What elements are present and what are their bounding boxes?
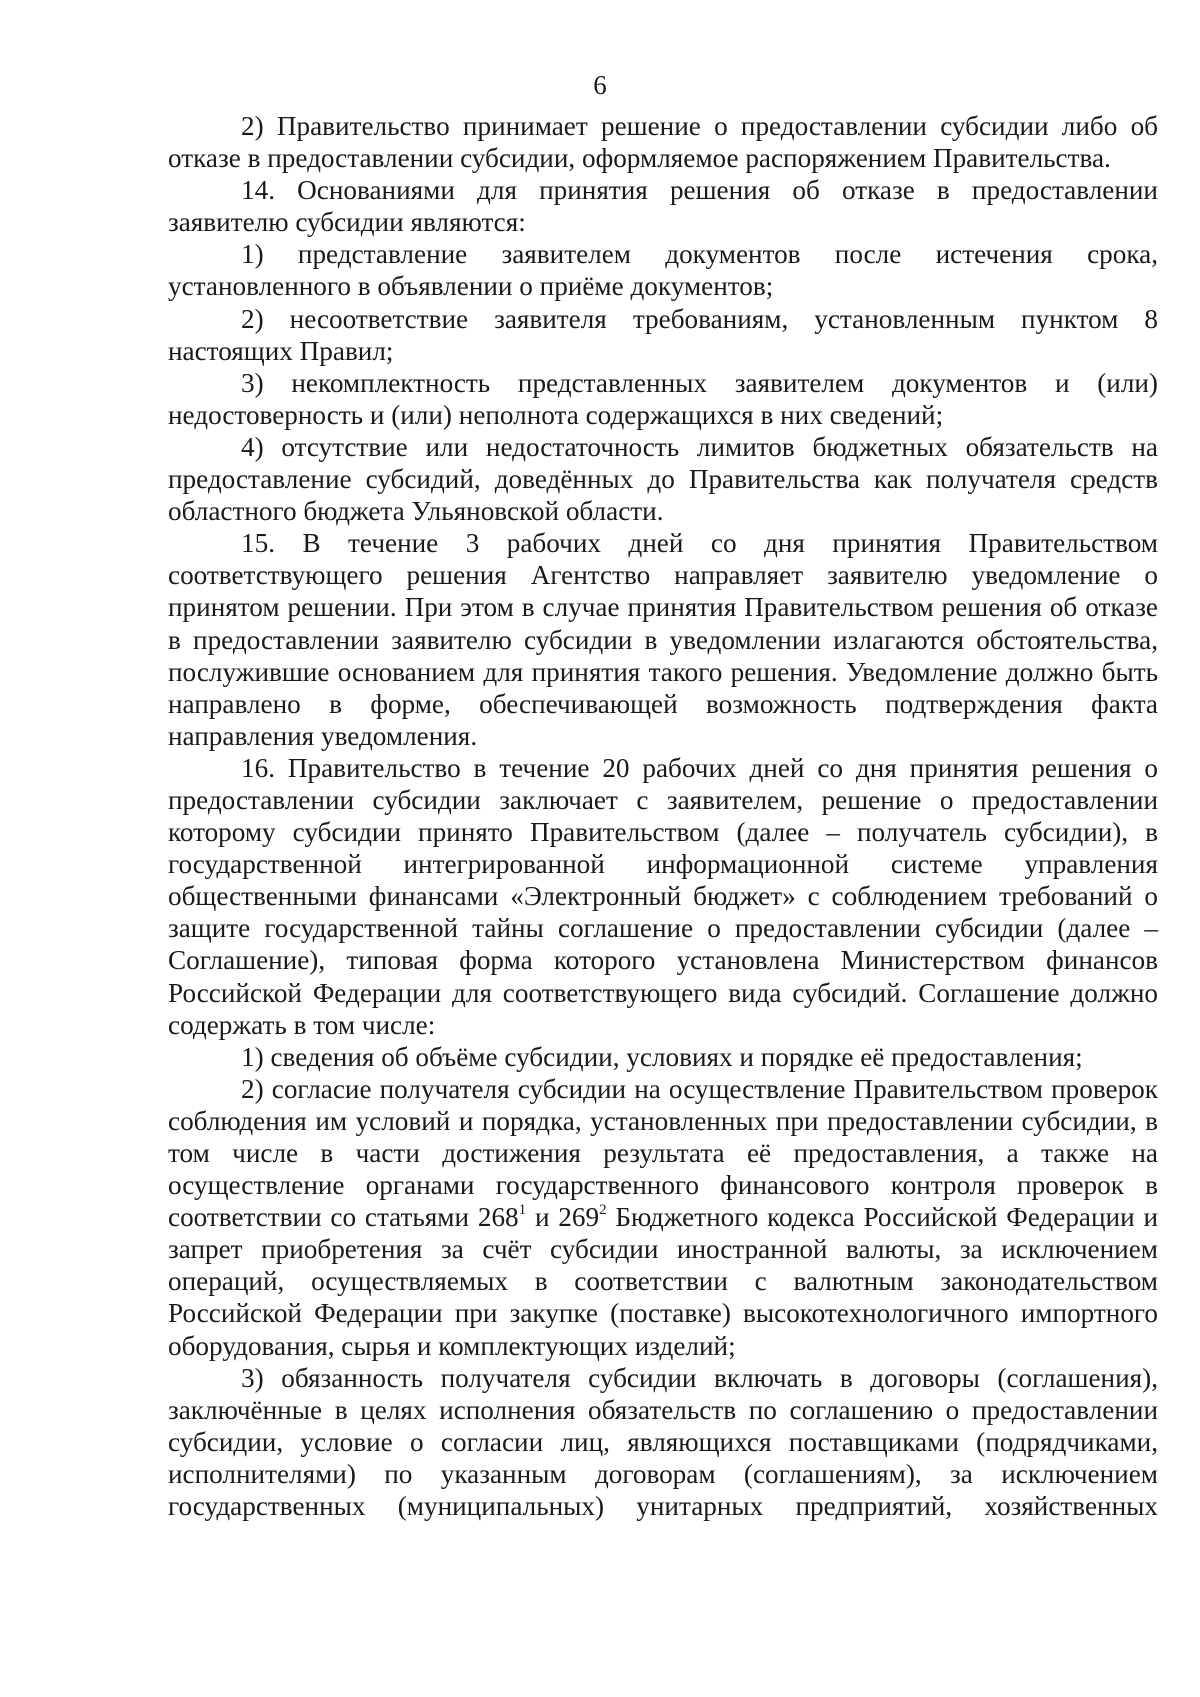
- paragraph-15: 15. В течение 3 рабочих дней со дня принятия Правительством соответствующего решения Агентство направляет заявителю уведомление о принятом решении. При этом в случае принятия Правительством решения об отказе в предоставлении заявителю субсидии в уведомлении излагаются обстоятельства, послужившие основанием для принятия такого решения. Уведомление должно быть направлено в форме, обеспечивающей возможность подтверждения факта направления уведомления.: [168, 528, 1158, 751]
- page-number: 6: [593, 70, 607, 100]
- paragraph-14-item-1: 1) представление заявителем документов после истечения срока, установленного в объявлении о приёме документов;: [168, 239, 1158, 302]
- superscript-1: 1: [518, 1202, 527, 1219]
- paragraph-16-item-2: [168, 1073, 1158, 1362]
- paragraph-16-item-3: 3) обязанность получателя субсидии включать в договоры (соглашения), заключённые в целях исполнения обязательств по соглашению о предоставлении субсидии, условие о согласии лиц, являющихся поставщиками (подрядчиками, исполнителями) по указанным договорам (соглашениям), за исключением государственных (муниципальных) унитарных предприятий, хозяйственных: [168, 1362, 1158, 1522]
- superscript-2: 2: [599, 1202, 607, 1219]
- paragraph-14-item-4: 4) отсутствие или недостаточность лимитов бюджетных обязательств на предоставление субсидий, доведённых до Правительства как получателя средств областного бюджета Ульяновской области.: [168, 431, 1158, 527]
- paragraph-16-item-2-part-2: и 269: [526, 1202, 600, 1233]
- paragraph-13-item-2: 2) Правительство принимает решение о предоставлении субсидии либо об отказе в предоставлении субсидии, оформляемое распоряжением Правительства.: [168, 111, 1158, 174]
- paragraph-16-item-2-part-1: 2) согласие получателя субсидии на осуществление Правительством проверок соблюдения им условий и порядка, установленных при предоставлении субсидии, в том числе в части достижения результата её предоставления, а также на осуществление органами государственного финансового контроля проверок в соответствии со статьями 268: [168, 1073, 1158, 1233]
- document-body: [168, 110, 1158, 1522]
- paragraph-16: 16. Правительство в течение 20 рабочих дней со дня принятия решения о предоставлении субсидии заключает с заявителем, решение о предоставлении которому субсидии принято Правительством (далее – получатель субсидии), в государственной интегрированной информационной системе управления общественными финансами «Электронный бюджет» с соблюдением требований о защите государственной тайны соглашение о предоставлении субсидии (далее – Соглашение), типовая форма которого установлена Министерством финансов Российской Федерации для соответствующего вида субсидий. Соглашение должно содержать в том числе:: [168, 752, 1158, 1040]
- paragraph-16-item-2-part-3: Бюджетного кодекса Российской Федерации и запрет приобретения за счёт субсидии иностранной валюты, за исключением операций, осуществляемых в соответствии с валютным законодательством Российской Федерации при закупке (поставке) высокотехнологичного импортного оборудования, сырья и комплектующих изделий;: [168, 1202, 1158, 1361]
- paragraph-14-item-3: 3) некомплектность представленных заявителем документов и (или) недостоверность и (или) неполнота содержащихся в них сведений;: [168, 367, 1158, 430]
- paragraph-14-item-2: 2) несоответствие заявителя требованиям, установленным пунктом 8 настоящих Правил;: [168, 303, 1158, 366]
- paragraph-16-item-1: 1) сведения об объёме субсидии, условиях и порядке её предоставления;: [241, 1041, 1083, 1072]
- paragraph-14: 14. Основаниями для принятия решения об отказе в предоставлении заявителю субсидии являются:: [168, 175, 1158, 238]
